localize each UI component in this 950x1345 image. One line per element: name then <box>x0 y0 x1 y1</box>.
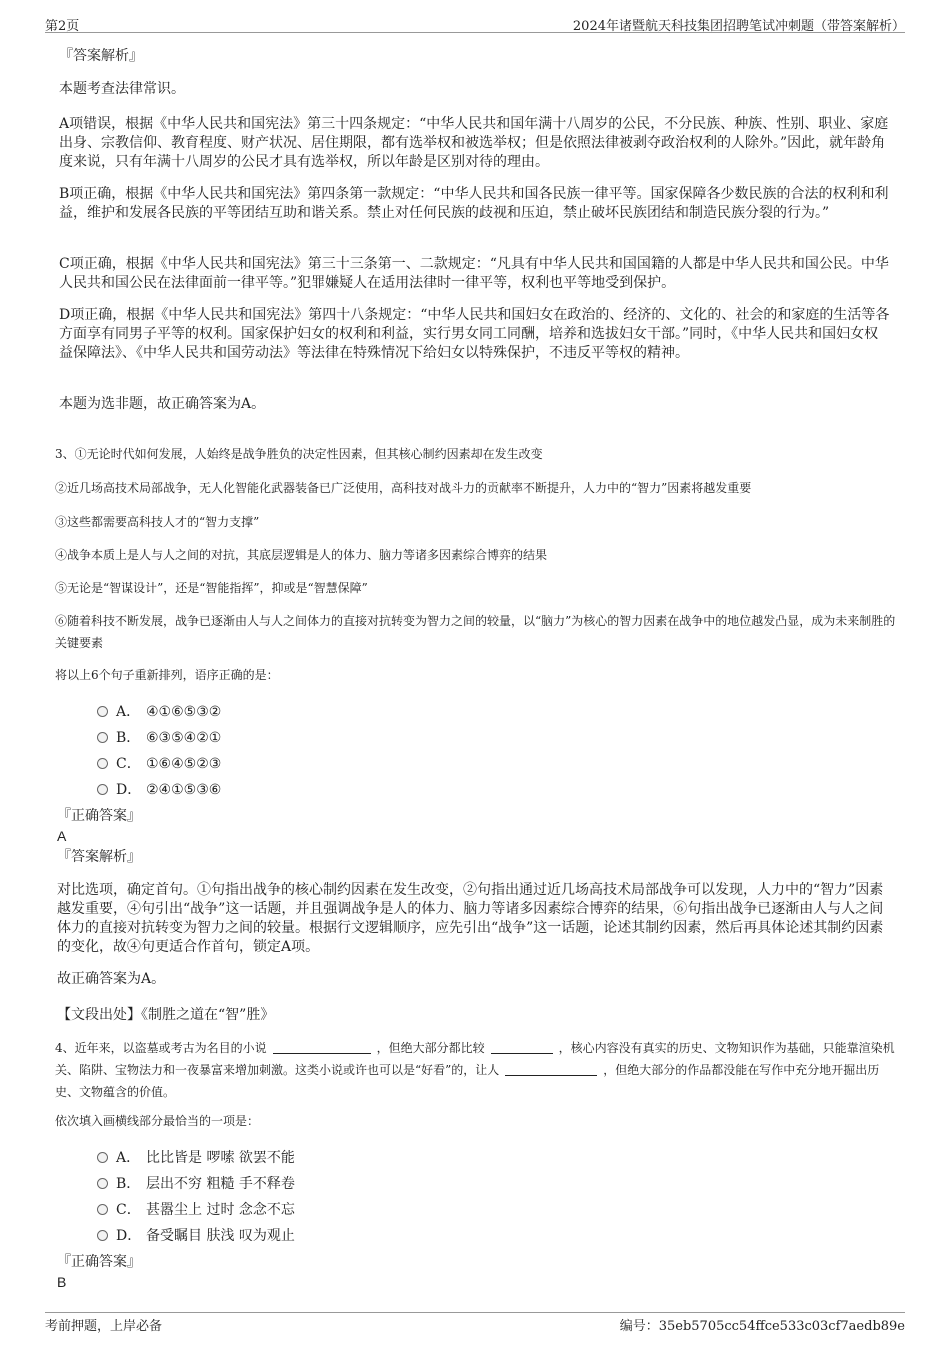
q4-prompt: 依次填入画横线部分最恰当的一项是： <box>55 1114 260 1128</box>
q3-sentence-3: ③这些都需要高科技人才的“智力支撑” <box>55 515 260 529</box>
q3-source <box>57 1004 274 1024</box>
q4-option-c[interactable]: C． 甚嚣尘上 过时 念念不忘 <box>97 1201 295 1220</box>
q2-para-c: C项正确，根据《中华人民共和国宪法》第三十三条第一、二款规定：“凡具有中华人民共和国国籍的人都是中华人民共和国公民。中华人民共和国公民在法律面前一律平等。”犯罪嫌疑人在适用法律时一律平等，权利也平等地受到保护。 <box>59 256 889 291</box>
radio-icon[interactable] <box>97 706 108 717</box>
q3-sentence-2: ②近几场高技术局部战争，无人化智能化武器装备已广泛使用，高科技对战斗力的贡献率不断提升，人力中的“智力”因素将越发重要 <box>55 481 752 495</box>
radio-icon[interactable] <box>97 1230 108 1241</box>
q2-para-a: A项错误，根据《中华人民共和国宪法》第三十四条规定：“中华人民共和国年满十八周岁的公民，不分民族、种族、性别、职业、家庭出身、宗教信仰、教育程度、财产状况、居住期限，都有选举权和被选举权；但是依照法律被剥夺政治权利的人除外。”因此，就年龄角度来说，只有年满十八周岁的公民才具有选举权，所以年龄是区别对待的理由。 <box>59 116 889 170</box>
q3-conclusion: 故正确答案为A。 <box>57 971 166 987</box>
q2-intro: 本题考查法律常识。 <box>59 81 185 97</box>
q3-sentence-5: ⑤无论是“智谋设计”，还是“智能指挥”，抑或是“智慧保障” <box>55 581 368 595</box>
document-id: 编号：35eb5705cc54ffce533c03cf7aedb89e <box>619 1319 905 1334</box>
q3-source-title: 《制胜之道在“智”胜》 <box>141 1007 275 1023</box>
document-title: 2024年诸暨航天科技集团招聘笔试冲刺题（带答案解析） <box>572 19 905 34</box>
q3-answer-tag: 『正确答案』 <box>57 808 141 824</box>
radio-icon[interactable] <box>97 1204 108 1215</box>
blank-1 <box>273 1039 371 1054</box>
q2-conclusion: 本题为选非题，故正确答案为A。 <box>59 396 266 412</box>
radio-icon[interactable] <box>97 1152 108 1163</box>
q3-option-c[interactable]: C． ①⑥④⑤②③ <box>97 755 221 774</box>
q3-sentence-6: ⑥随着科技不断发展，战争已逐渐由人与人之间体力的直接对抗转变为智力之间的较量，以“脑力”为核心的智力因素在战争中的地位越发凸显，成为未来制胜的关键要素 <box>55 614 896 650</box>
radio-icon[interactable] <box>97 732 108 743</box>
q3-source-label: 【文段出处】 <box>57 1007 141 1023</box>
blank-3 <box>505 1061 597 1076</box>
q3-sentence-4: ④战争本质上是人与人之间的对抗，其底层逻辑是人的体力、脑力等诸多因素综合博弈的结果 <box>55 548 548 562</box>
q3-sentence-1: 3、①无论时代如何发展，人始终是战争胜负的决定性因素，但其核心制约因素却在发生改变 <box>55 447 543 461</box>
q4-option-d[interactable]: D． 备受瞩目 肤浅 叹为观止 <box>97 1227 295 1246</box>
q4-option-a[interactable]: A． 比比皆是 啰嗦 欲罢不能 <box>97 1149 295 1168</box>
footer-slogan: 考前押题，上岸必备 <box>45 1319 163 1334</box>
q2-para-d: D项正确，根据《中华人民共和国宪法》第四十八条规定：“中华人民共和国妇女在政治的、经济的、文化的、社会的和家庭的生活等各方面享有同男子平等的权利。国家保护妇女的权利和利益，实行男女同工同酬，培养和选拔妇女干部。”同时，《中华人民共和国妇女权益保障法》、《中华人民共和国劳动法》等法律在特殊情况下给妇女以特殊保护，不违反平等权的精神。 <box>59 307 890 361</box>
radio-icon[interactable] <box>97 784 108 795</box>
q4-option-b[interactable]: B． 层出不穷 粗糙 手不释卷 <box>97 1175 295 1194</box>
q3-answer: A <box>57 828 67 844</box>
q4-stem: 4、近年来，以盗墓或考古为名目的小说 ，但绝大部分都比较 ，核心内容没有真实的历史、文物知识作为基础，只能靠渲染机关、陷阱、宝物法力和一夜暴富来增加刺激。这类小说或许也可以是“好看”的，让人 ，但绝大部分的作品都没能在写作中充分地开掘出历史、文物蕴含的价值。 <box>55 1041 895 1099</box>
page-footer <box>45 1312 905 1334</box>
q2-analysis-tag: 『答案解析』 <box>59 48 143 64</box>
q3-option-a[interactable]: A． ④①⑥⑤③② <box>97 703 221 722</box>
q3-option-d[interactable]: D． ②④①⑤③⑥ <box>97 781 221 800</box>
q3-prompt: 将以上6个句子重新排列，语序正确的是： <box>55 668 279 682</box>
page-number: 第2页 <box>45 19 80 34</box>
radio-icon[interactable] <box>97 758 108 769</box>
q3-analysis-tag: 『答案解析』 <box>57 849 141 865</box>
q3-option-b[interactable]: B． ⑥③⑤④②① <box>97 729 221 748</box>
blank-2 <box>491 1039 553 1054</box>
q2-para-b: B项正确，根据《中华人民共和国宪法》第四条第一款规定：“中华人民共和国各民族一律平等。国家保障各少数民族的合法的权利和利益，维护和发展各民族的平等团结互助和谐关系。禁止对任何民族的歧视和压迫，禁止破坏民族团结和制造民族分裂的行为。” <box>59 186 889 221</box>
q4-answer: B <box>57 1274 67 1290</box>
page-header <box>45 12 905 33</box>
q3-analysis: 对比选项，确定首句。①句指出战争的核心制约因素在发生改变，②句指出通过近几场高技术局部战争可以发现，人力中的“智力”因素越发重要，④句引出“战争”这一话题，并且强调战争是人的体力、脑力等诸多因素综合博弈的结果，⑥句指出战争已逐渐由人与人之间体力的直接对抗转变为智力之间的较量。根据行文逻辑顺序，应先引出“战争”这一话题，论述其制约因素，然后再具体论述其制约因素的变化，故④句更适合作首句，锁定A项。 <box>57 882 884 955</box>
q4-answer-tag: 『正确答案』 <box>57 1254 141 1270</box>
radio-icon[interactable] <box>97 1178 108 1189</box>
